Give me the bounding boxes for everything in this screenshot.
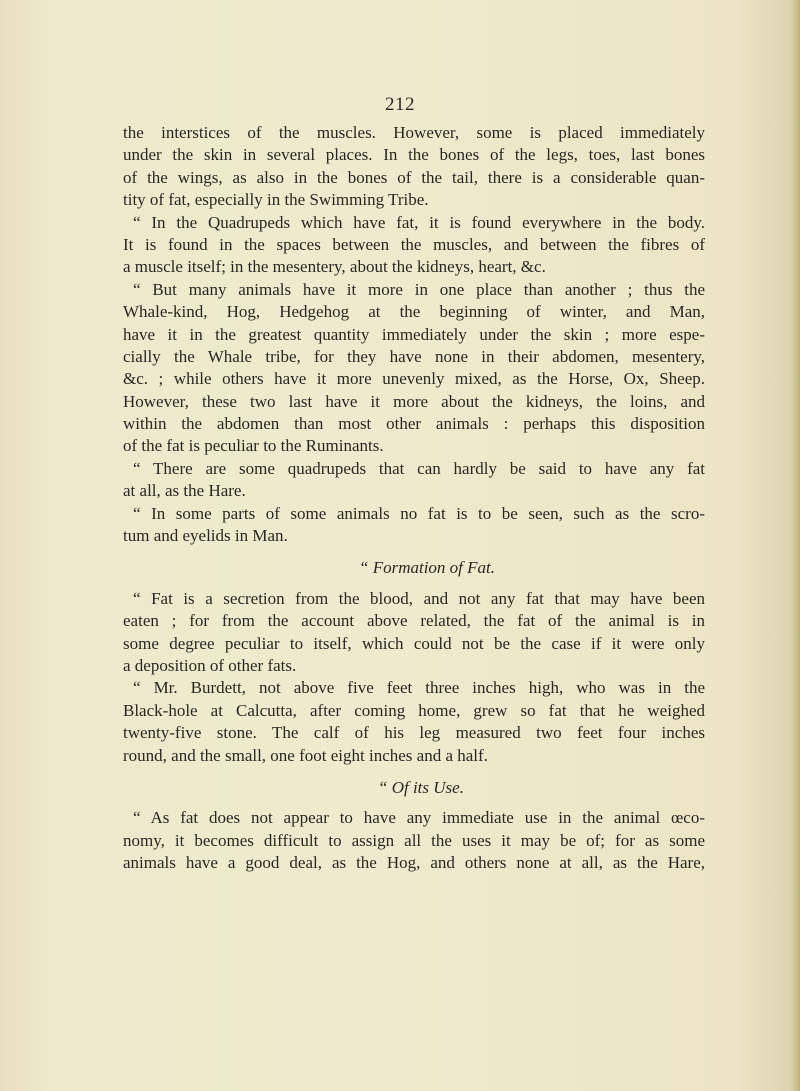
paragraph — [123, 279, 705, 458]
text-line: animals have a good deal, as the Hog, and others none at all, as the Hare, — [123, 853, 705, 873]
text-line: &c. ; while others have it more unevenly mixed, as the Horse, Ox, Sheep. — [123, 369, 705, 389]
paragraph — [123, 212, 705, 279]
text-line: Black-hole at Calcutta, after coming home, grew so fat that he weighed — [123, 700, 705, 720]
page-number: 212 — [385, 94, 415, 115]
text-line: cially the Whale tribe, for they have none in their abdomen, mesentery, — [123, 346, 705, 366]
text-line: a deposition of other fats. — [123, 655, 297, 675]
text-line: “ Fat is a secretion from the blood, and not any fat that may have been — [133, 588, 705, 608]
text-line: “ As fat does not appear to have any immediate use in the animal œco- — [133, 808, 705, 828]
text-line: of the fat is peculiar to the Ruminants. — [123, 436, 384, 456]
paragraph — [123, 122, 705, 212]
text-line: within the abdomen than most other animals : perhaps this disposition — [123, 414, 705, 434]
paragraph — [123, 807, 705, 874]
text-line: nomy, it becomes difficult to assign all the uses it may be of; for as some — [123, 830, 705, 850]
text-line: twenty-five stone. The calf of his leg measured two feet four inches — [123, 723, 705, 743]
page-body — [123, 122, 705, 875]
section-formation-of-fat — [123, 588, 705, 767]
text-line: of the wings, as also in the bones of the tail, there is a considerable quan- — [123, 167, 705, 187]
text-line: “ In some parts of some animals no fat is to be seen, such as the scro- — [133, 503, 705, 523]
page-edge — [790, 0, 800, 1091]
text-line: “ There are some quadrupeds that can hardly be said to have any fat — [133, 458, 705, 478]
text-line: the interstices of the muscles. However, some is placed immediately — [123, 123, 705, 142]
text-line: However, these two last have it more about the kidneys, the loins, and — [123, 391, 705, 411]
text-line: It is found in the spaces between the muscles, and between the fibres of — [123, 234, 705, 254]
text-line: “ Mr. Burdett, not above five feet three inches high, who was in the — [133, 678, 705, 698]
text-line: a muscle itself; in the mesentery, about the kidneys, heart, &c. — [123, 257, 546, 277]
section-fat-distribution — [123, 122, 705, 547]
section-of-its-use — [123, 807, 705, 874]
text-line: tity of fat, especially in the Swimming Tribe. — [123, 190, 429, 210]
text-line: eaten ; for from the account above related, the fat of the animal is in — [123, 611, 705, 631]
paragraph — [123, 588, 705, 678]
paragraph — [123, 677, 705, 767]
text-line: Whale-kind, Hog, Hedgehog at the beginning of winter, and Man, — [123, 302, 705, 322]
text-line: have it in the greatest quantity immediately under the skin ; more espe- — [123, 324, 705, 344]
text-line: under the skin in several places. In the bones of the legs, toes, last bones — [123, 145, 705, 165]
paragraph — [123, 458, 705, 503]
heading-formation-of-fat: “ Formation of Fat. — [359, 558, 496, 578]
heading-of-its-use: “ Of its Use. — [378, 777, 464, 797]
text-line: “ But many animals have it more in one place than another ; thus the — [133, 279, 705, 299]
text-line: “ In the Quadrupeds which have fat, it is found everywhere in the body. — [133, 212, 705, 232]
text-line: some degree peculiar to itself, which could not be the case if it were only — [123, 633, 705, 653]
text-line: at all, as the Hare. — [123, 481, 246, 501]
text-line: round, and the small, one foot eight inches and a half. — [123, 745, 488, 765]
paragraph — [123, 503, 705, 548]
text-line: tum and eyelids in Man. — [123, 526, 288, 546]
